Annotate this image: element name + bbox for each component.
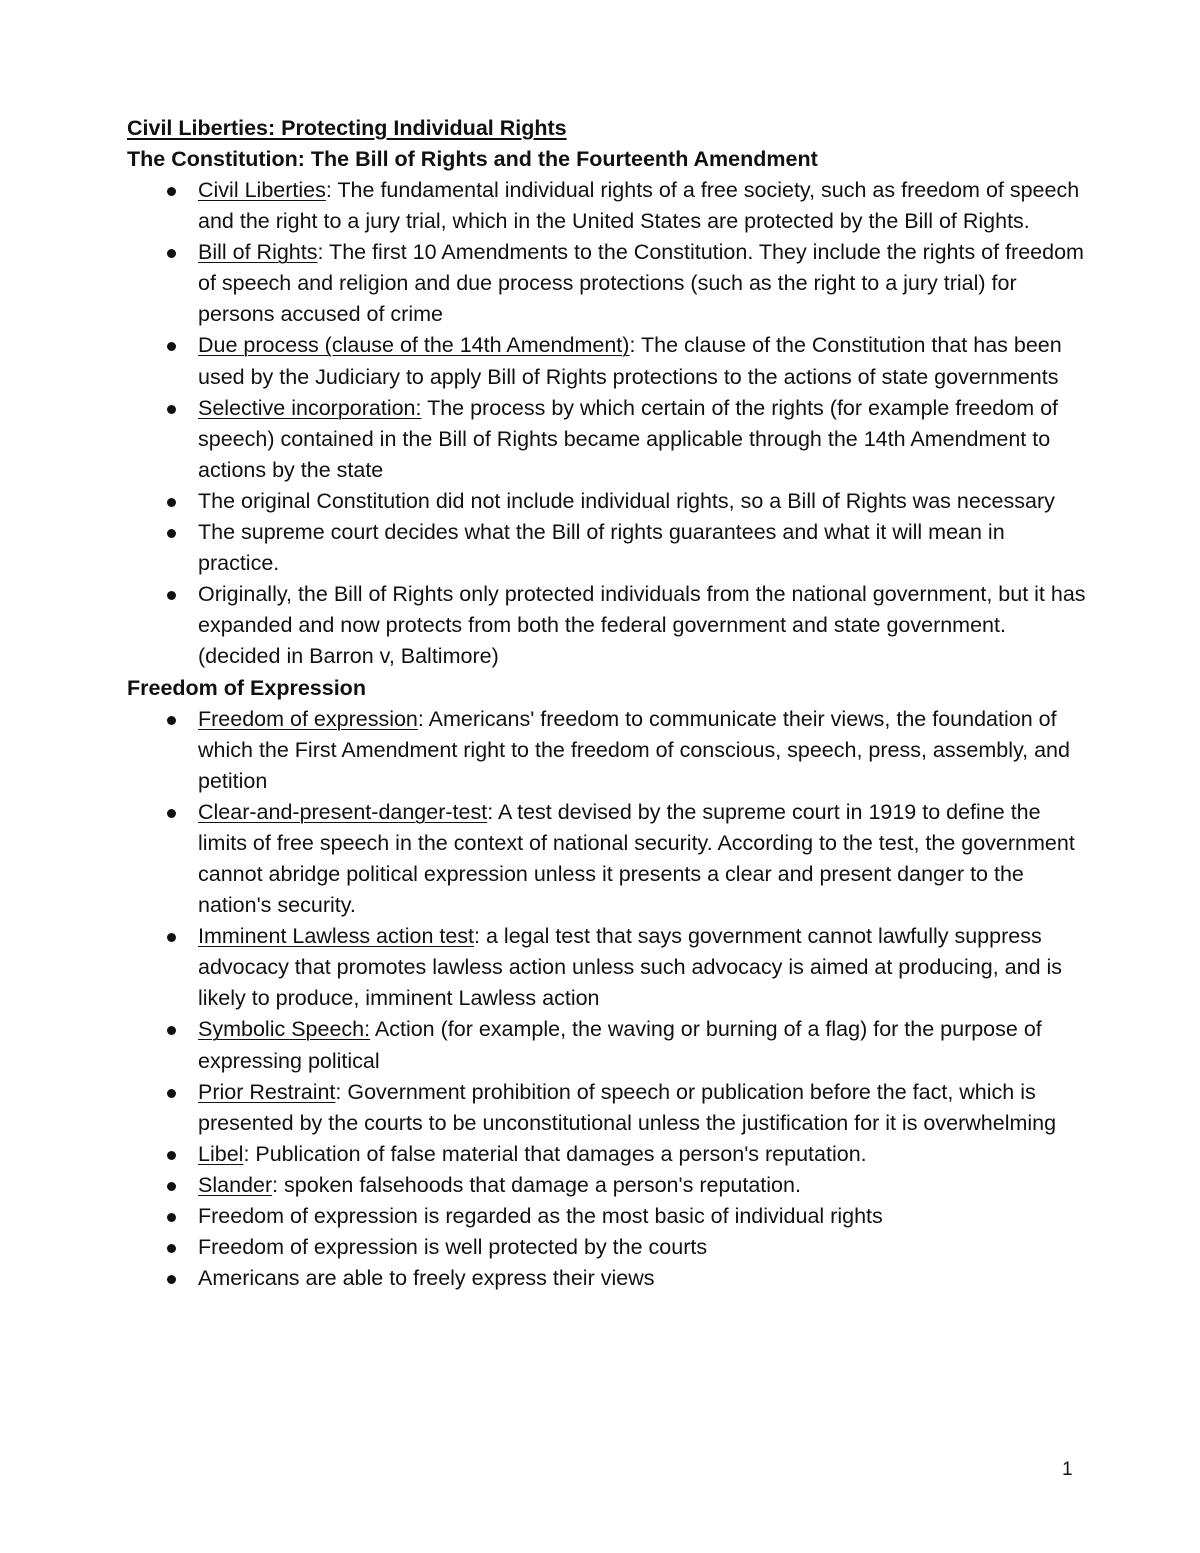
bullet-icon <box>167 933 176 942</box>
list-item <box>127 704 1087 797</box>
definition: : A test devised by the supreme court in 1919 to define the limits of free speech in the context of national security. According to the test, the government cannot abridge political expression unless it presents a clear and present danger to the nation's security. <box>198 799 1075 918</box>
bullet-list <box>127 704 1087 1295</box>
bullet-icon <box>167 809 176 818</box>
bullet-icon <box>167 342 176 351</box>
list-item <box>127 330 1087 392</box>
list-item <box>127 1170 1087 1201</box>
bullet-icon <box>167 591 176 600</box>
list-item <box>127 1014 1087 1076</box>
definition: : Government prohibition of speech or publication before the fact, which is presented by the courts to be unconstitutional unless the justification for it is overwhelming <box>198 1079 1057 1135</box>
bullet-icon <box>167 529 176 538</box>
item-text: Originally, the Bill of Rights only protected individuals from the national government, but it has expanded and now protects from both the federal government and state government. (decided in Barron v, Baltimore) <box>198 582 1086 669</box>
list-item <box>127 393 1087 486</box>
bullet-icon <box>167 1089 176 1098</box>
bullet-icon <box>167 716 176 725</box>
bullet-list <box>127 175 1087 673</box>
list-item <box>127 1232 1087 1263</box>
item-text: Americans are able to freely express their views <box>198 1266 655 1291</box>
term: Due process (clause of the 14th Amendment) <box>198 333 630 358</box>
bullet-icon <box>167 1182 176 1191</box>
bullet-icon <box>167 1213 176 1222</box>
bullet-icon <box>167 249 176 258</box>
list-item <box>127 486 1087 517</box>
definition: : spoken falsehoods that damage a person's reputation. <box>272 1172 801 1197</box>
item-text: Freedom of expression is well protected by the courts <box>198 1235 708 1260</box>
list-item <box>127 1263 1087 1294</box>
bullet-icon <box>167 187 176 196</box>
list-item <box>127 175 1087 237</box>
list-item <box>127 579 1087 672</box>
item-text: The supreme court decides what the Bill of rights guarantees and what it will mean in practice. <box>198 520 1005 576</box>
bullet-icon <box>167 1026 176 1035</box>
term: Clear-and-present-danger-test <box>198 799 488 824</box>
bullet-icon <box>167 1244 176 1253</box>
definition: : The clause of the Constitution that has been used by the Judiciary to apply Bill of Rights protections to the actions of state governments <box>198 333 1062 389</box>
document-body <box>127 113 1087 1294</box>
bullet-icon <box>167 498 176 507</box>
list-item <box>127 517 1087 579</box>
term: Slander <box>198 1172 273 1197</box>
bullet-icon <box>167 1151 176 1160</box>
list-item <box>127 1139 1087 1170</box>
page-number: 1 <box>1062 1459 1073 1480</box>
list-item <box>127 921 1087 1014</box>
list-item <box>127 237 1087 330</box>
term: Selective incorporation: <box>198 395 422 420</box>
definition: Action (for example, the waving or burning of a flag) for the purpose of expressing political <box>198 1017 1042 1073</box>
term: Freedom of expression <box>198 706 418 731</box>
definition: : The first 10 Amendments to the Constitution. They include the rights of freedom of speech and religion and due process protections (such as the right to a jury trial) for persons accused of crime <box>198 240 1084 327</box>
bullet-icon <box>167 405 176 414</box>
term: Prior Restraint <box>198 1079 336 1104</box>
term: Imminent Lawless action test <box>198 924 475 949</box>
section-heading: The Constitution: The Bill of Rights and the Fourteenth Amendment <box>127 147 818 171</box>
term: Libel <box>198 1141 244 1166</box>
document-title: Civil Liberties: Protecting Individual Rights <box>127 116 567 140</box>
definition: The process by which certain of the rights (for example freedom of speech) contained in the Bill of Rights became applicable through the 14th Amendment to actions by the state <box>198 395 1059 482</box>
bullet-icon <box>167 1275 176 1284</box>
list-item <box>127 797 1087 921</box>
term: Symbolic Speech: <box>198 1017 371 1042</box>
definition: : a legal test that says government cannot lawfully suppress advocacy that promotes lawless action unless such advocacy is aimed at producing, and is likely to produce, imminent Lawless action <box>198 924 1063 1011</box>
section-heading: Freedom of Expression <box>127 675 366 700</box>
item-text: The original Constitution did not include individual rights, so a Bill of Rights was necessary <box>198 488 1055 513</box>
definition: : Publication of false material that damages a person's reputation. <box>243 1141 867 1166</box>
definition: : Americans' freedom to communicate their views, the foundation of which the First Amendment right to the freedom of conscious, speech, press, assembly, and petition <box>198 706 1070 793</box>
item-text: Freedom of expression is regarded as the most basic of individual rights <box>198 1204 883 1228</box>
term: Civil Liberties <box>198 178 326 202</box>
term: Bill of Rights <box>198 240 318 265</box>
list-item <box>127 1201 1087 1232</box>
list-item <box>127 1077 1087 1139</box>
definition: : The fundamental individual rights of a free society, such as freedom of speech and the right to a jury trial, which in the United States are protected by the Bill of Rights. <box>198 178 1080 234</box>
